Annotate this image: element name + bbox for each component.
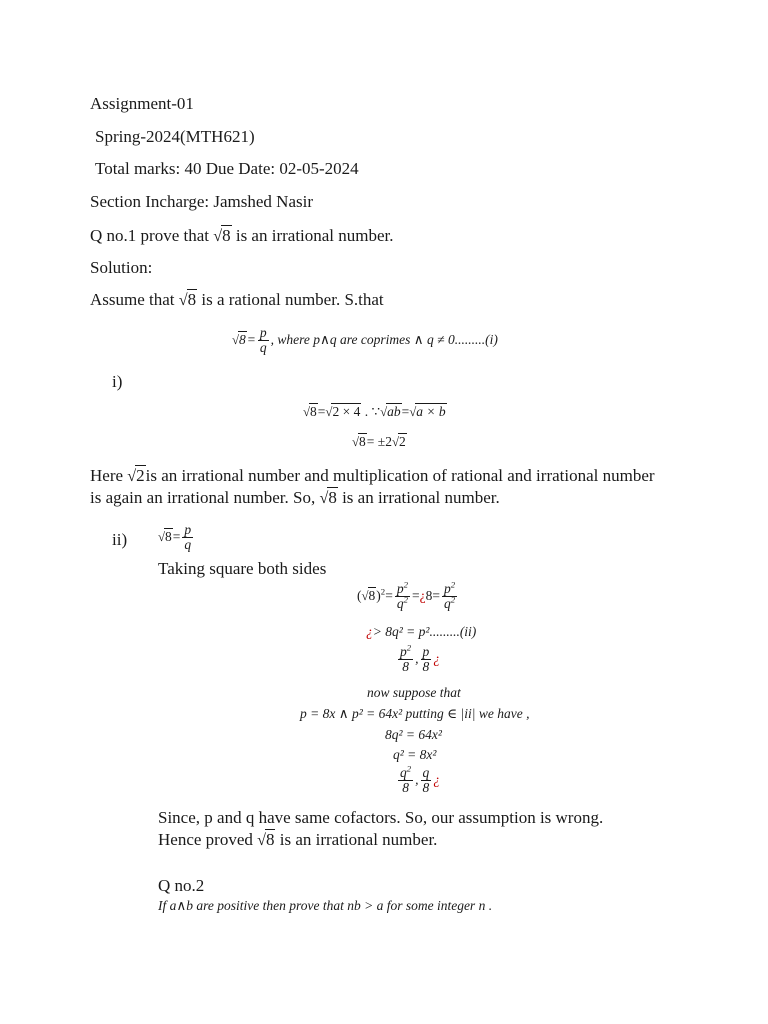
assume-prefix: Assume that (90, 290, 175, 309)
q1-suffix: is an irrational number. (235, 226, 394, 245)
assume-line (90, 290, 384, 311)
equation-sqrt8-split: √8=√2 × 4 . ∵√ab=√a × b (303, 404, 446, 419)
equation-p-div-8: $\frac{p^2}{8}$ , $\frac{p}{8}$ ¿ (400, 642, 441, 675)
equation-squared: $(√8)^2=$ $\frac{p^2}{q^2}$ =¿8= $\frac{p^2}{q^2}$ (357, 579, 456, 612)
question-2-statement: If a∧b are positive then prove that nb > a for some integer n . (158, 898, 493, 913)
since-line: Since, p and q have same cofactors. So, our assumption is wrong. (158, 808, 604, 827)
course-line: Spring-2024(MTH621) (95, 127, 255, 146)
assume-suffix: is a rational number. S.that (201, 290, 384, 309)
equation-i: √8= $\frac{p}{q}$ , where p∧q are coprimes ∧ q ≠ 0.........(i) (232, 325, 498, 356)
hence-line: Hence proved √8 is an irrational number. (158, 830, 438, 849)
taking-square-line: Taking square both sides (158, 559, 327, 578)
part-ii-label: ii) (112, 530, 128, 549)
question-2-title: Q no.2 (158, 876, 205, 895)
equation-q-div-8: $\frac{q^2}{8}$ , $\frac{q}{8}$ ¿ (400, 763, 441, 796)
equation-q: q² = 8x² (393, 747, 437, 762)
here-line-1: Here √2is an irrational number and multiplication of rational and irrational number (90, 466, 655, 485)
sqrt-8: √8 (178, 290, 197, 309)
sqrt-8: √8 (213, 226, 231, 245)
equation-ii: ¿> 8q² = p².........(ii) (366, 624, 477, 639)
part-i-label: i) (112, 372, 123, 391)
solution-label: Solution: (90, 258, 153, 277)
q1-prefix: Q no.1 prove that (90, 226, 209, 245)
question-1-statement (90, 226, 394, 247)
equation-ii-start: √8= $\frac{p}{q}$ (158, 522, 192, 553)
equation-sqrt8-result: √8= ±2√2 (352, 434, 406, 449)
incharge-line: Section Incharge: Jamshed Nasir (90, 192, 313, 211)
here-line-2: is again an irrational number. So, √8 is an irrational number. (90, 488, 500, 507)
assignment-title: Assignment-01 (90, 94, 194, 113)
marks-due-line: Total marks: 40 Due Date: 02-05-2024 (95, 159, 359, 178)
putting-line: p = 8x ∧ p² = 64x² putting ∈ |ii| we have , (300, 706, 530, 721)
equation-8q: 8q² = 64x² (385, 727, 442, 742)
now-suppose-line: now suppose that (367, 685, 461, 700)
